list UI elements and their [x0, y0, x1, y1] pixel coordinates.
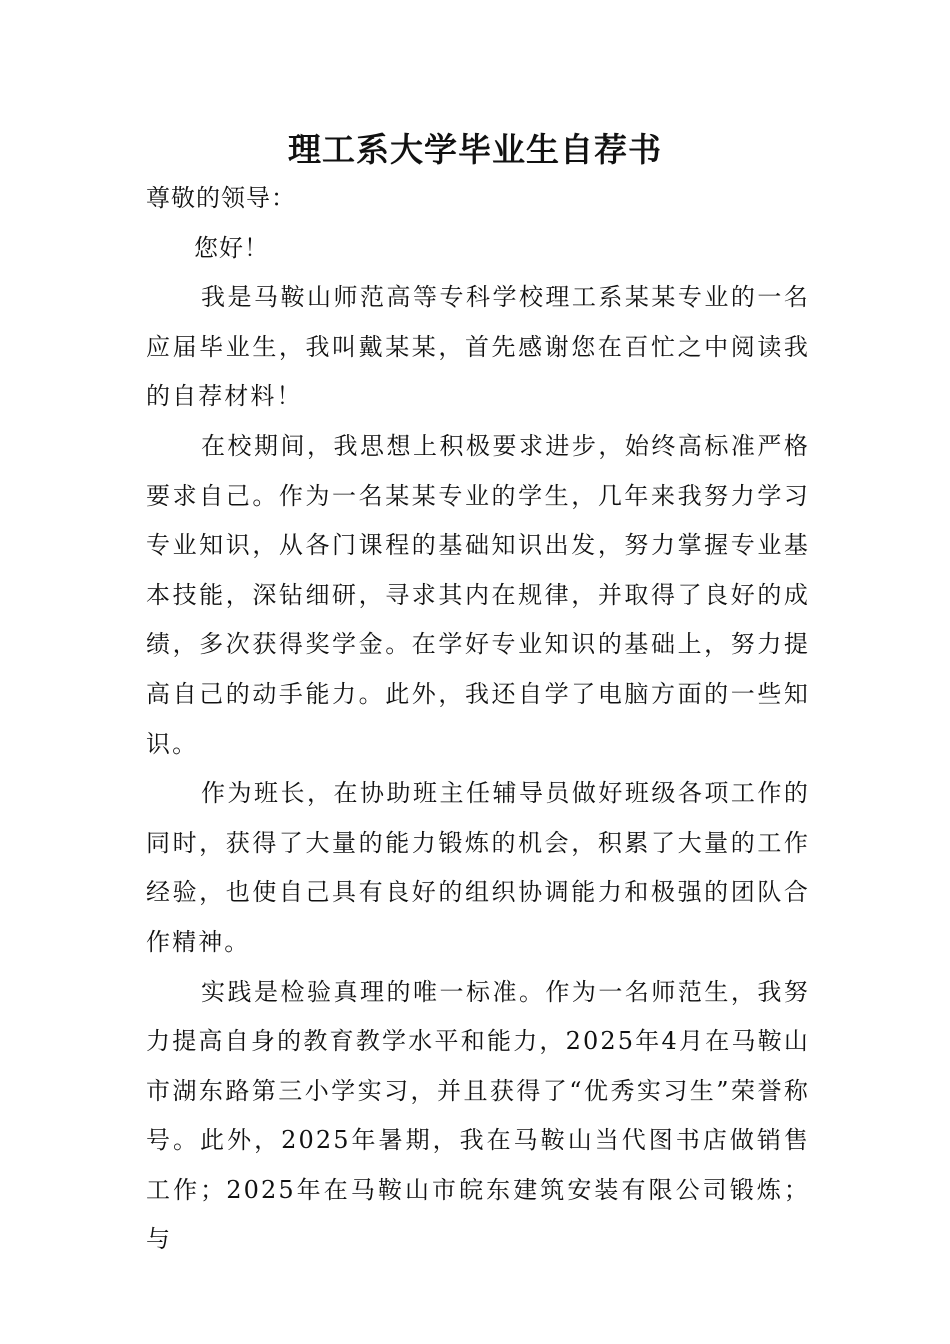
- paragraph-studies: 在校期间，我思想上积极要求进步，始终高标准严格要求自己。作为一名某某专业的学生，几年来我努力学习专业知识，从各门课程的基础知识出发，努力掌握专业基本技能，深钻细研，寻求其内在规律，并取得了良好的成绩，多次获得奖学金。在学好专业知识的基础上，努力提高自己的动手能力。此外，我还自学了电脑方面的一些知识。: [146, 431, 810, 758]
- paragraph-class-monitor: 作为班长，在协助班主任辅导员做好班级各项工作的同时，获得了大量的能力锻炼的机会，积累了大量的工作经验，也使自己具有良好的组织协调能力和极强的团队合作精神。: [146, 779, 810, 956]
- document-body: [146, 174, 810, 1265]
- salutation: 尊敬的领导：: [146, 184, 296, 212]
- paragraph-introduction: 我是马鞍山师范高等专科学校理工系某某专业的一名应届毕业生，我叫戴某某，首先感谢您在百忙之中阅读我的自荐材料！: [146, 283, 810, 411]
- document-title: 理工系大学毕业生自荐书: [288, 130, 662, 169]
- paragraph-practice: 实践是检验真理的唯一标准。作为一名师范生，我努力提高自身的教育教学水平和能力，2025年4月在马鞍山市湖东路第三小学实习，并且获得了“优秀实习生”荣誉称号。此外，2025年暑期，我在马鞍山当代图书店做销售工作；2025年在马鞍山市皖东建筑安装有限公司锻炼；与: [146, 977, 810, 1254]
- greeting: 您好！: [194, 233, 269, 262]
